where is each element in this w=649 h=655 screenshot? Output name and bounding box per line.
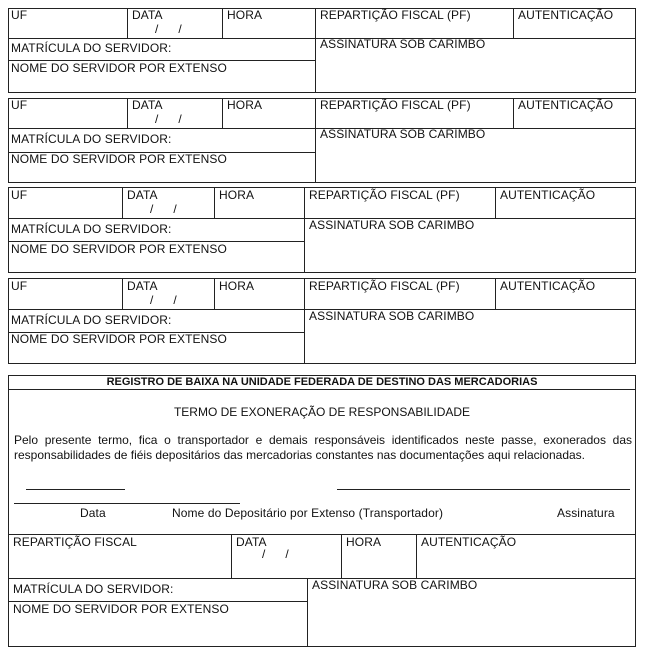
matricula-label: MATRÍCULA DO SERVIDOR: (11, 313, 172, 327)
termo-title: TERMO DE EXONERAÇÃO DE RESPONSABILIDADE (173, 405, 471, 419)
baixa-title: REGISTRO DE BAIXA NA UNIDADE FEDERADA DE DESTINO DAS MERCADORIAS (106, 376, 538, 388)
data-label: DATA (127, 188, 158, 202)
hora-label: HORA (219, 188, 255, 202)
sig-data-caption: Data (80, 506, 106, 520)
uf-label: UF (11, 8, 28, 22)
date-slashes: / / (155, 112, 182, 126)
sig-assinatura-caption: Assinatura (557, 506, 615, 520)
nome-signature-line (14, 503, 240, 504)
uf-label: UF (11, 188, 28, 202)
date-slashes: / / (150, 202, 177, 216)
nome-servidor-label: NOME DO SERVIDOR POR EXTENSO (11, 332, 227, 346)
assinatura-label: ASSINATURA SOB CARIMBO (320, 127, 486, 141)
reparticao-label: REPARTIÇÃO FISCAL (PF) (309, 188, 460, 202)
sig-nome-caption: Nome do Depositário por Extenso (Transportador) (172, 506, 444, 520)
autenticacao-label: AUTENTICAÇÃO (500, 279, 596, 293)
data-label: DATA (127, 279, 158, 293)
reparticao-fiscal-label: REPARTIÇÃO FISCAL (13, 535, 137, 549)
nome-servidor-label: NOME DO SERVIDOR POR EXTENSO (13, 602, 229, 616)
uf-label: UF (11, 98, 28, 112)
autenticacao-label: AUTENTICAÇÃO (421, 535, 517, 549)
date-slashes: / / (262, 547, 289, 561)
reparticao-label: REPARTIÇÃO FISCAL (PF) (320, 8, 471, 22)
autenticacao-label: AUTENTICAÇÃO (518, 98, 614, 112)
assinatura-label: ASSINATURA SOB CARIMBO (312, 578, 478, 592)
data-label: DATA (132, 98, 163, 112)
hora-label: HORA (227, 98, 263, 112)
date-slashes: / / (155, 22, 182, 36)
autenticacao-label: AUTENTICAÇÃO (500, 188, 596, 202)
reparticao-label: REPARTIÇÃO FISCAL (PF) (320, 98, 471, 112)
matricula-label: MATRÍCULA DO SERVIDOR: (11, 222, 172, 236)
matricula-label: MATRÍCULA DO SERVIDOR: (13, 582, 174, 596)
nome-servidor-label: NOME DO SERVIDOR POR EXTENSO (11, 61, 227, 75)
assinatura-label: ASSINATURA SOB CARIMBO (309, 309, 475, 323)
hora-label: HORA (219, 279, 255, 293)
uf-label: UF (11, 279, 28, 293)
autenticacao-label: AUTENTICAÇÃO (518, 8, 614, 22)
termo-paragraph: Pelo presente termo, fica o transportador e demais responsáveis identificados neste passe, exonerados das responsabilidades de fiéis depositários das mercadorias constantes nas documentações aqui relacionadas. (14, 433, 632, 462)
data-label: DATA (132, 8, 163, 22)
assinatura-label: ASSINATURA SOB CARIMBO (320, 37, 486, 51)
hora-label: HORA (346, 535, 382, 549)
reparticao-label: REPARTIÇÃO FISCAL (PF) (309, 279, 460, 293)
matricula-label: MATRÍCULA DO SERVIDOR: (11, 132, 172, 146)
nome-servidor-label: NOME DO SERVIDOR POR EXTENSO (11, 242, 227, 256)
matricula-label: MATRÍCULA DO SERVIDOR: (11, 41, 172, 55)
nome-servidor-label: NOME DO SERVIDOR POR EXTENSO (11, 152, 227, 166)
data-label: DATA (236, 535, 267, 549)
assinatura-label: ASSINATURA SOB CARIMBO (309, 218, 475, 232)
date-slashes: / / (150, 293, 177, 307)
hora-label: HORA (227, 8, 263, 22)
data-signature-line (26, 489, 125, 490)
assinatura-signature-line (337, 489, 630, 490)
